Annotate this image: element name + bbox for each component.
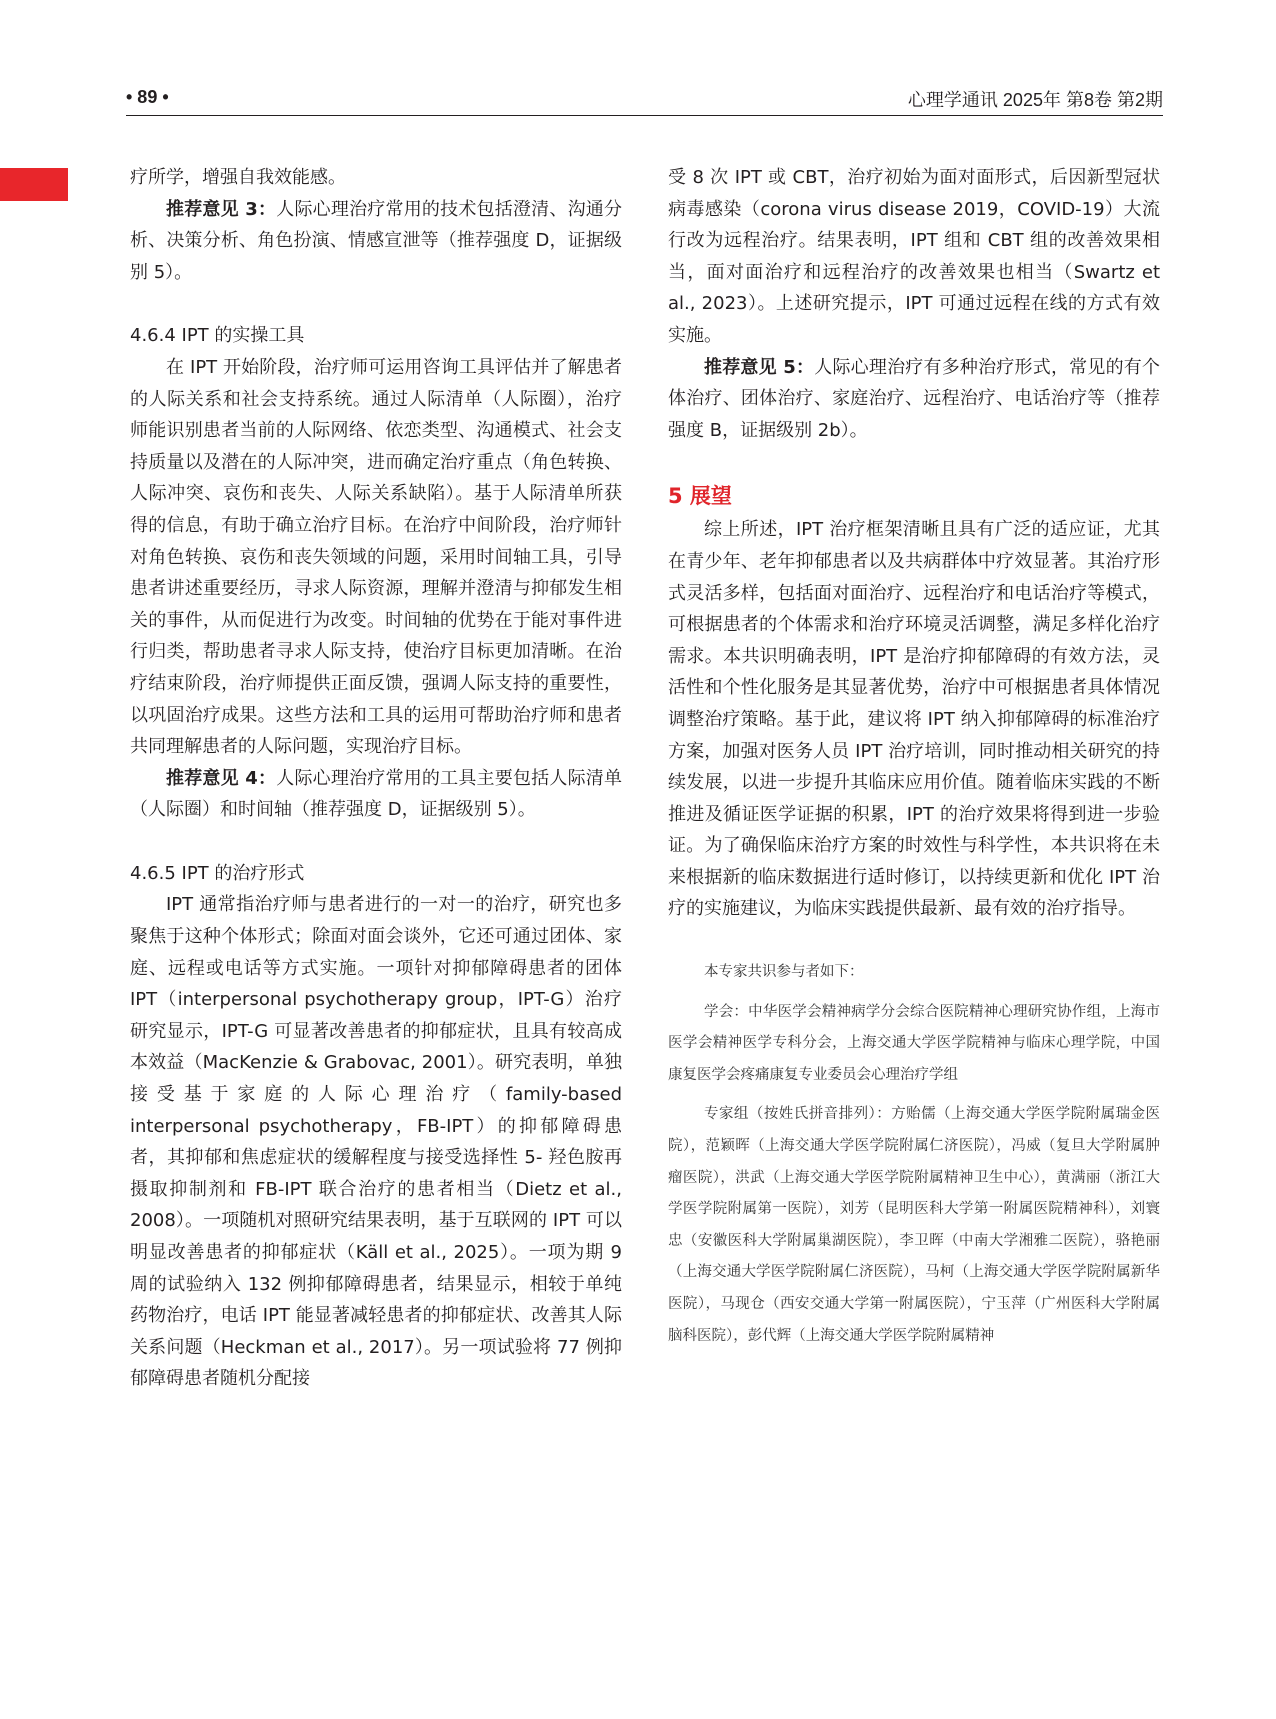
paragraph-4-6-5: IPT 通常指治疗师与患者进行的一对一的治疗，研究也多聚焦于这种个体形式；除面对面会谈外，它还可通过团体、家庭、远程或电话等方式实施。一项针对抑郁障碍患者的团体 IPT（interpersonal psychotherapy group，IPT-G）治疗研究显示，IPT-G 可显著改善患者的抑郁症状，且具有较高成本效益（MacKenzie & Grabovac, 2001）。研究表明，单独接受基于家庭的人际心理治疗（family-based interpersonal psychotherapy，FB-IPT）的抑郁障碍患者，其抑郁和焦虑症状的缓解程度与接受选择性 5- 羟色胺再摄取抑制剂和 FB-IPT 联合治疗的患者相当（Dietz et al., 2008）。一项随机对照研究结果表明，基于互联网的 IPT 可以明显改善患者的抑郁症状（Käll et al., 2025）。一项为期 9 周的试验纳入 132 例抑郁障碍患者，结果显示，相较于单纯药物治疗，电话 IPT 能显著减轻患者的抑郁症状、改善其人际关系问题（Heckman et al., 2017）。另一项试验将 77 例抑郁障碍患者随机分配接 [130, 894, 622, 1390]
participants-societies: 学会：中华医学会精神病学分会综合医院精神心理研究协作组，上海市医学会精神医学专科分会，上海交通大学医学院精神与临床心理学院，中国康复医学会疼痛康复专业委员会心理治疗学组 [668, 1003, 1160, 1083]
heading-section-5: 5 展望 [668, 484, 732, 509]
right-column [668, 162, 1160, 1352]
heading-4-6-4: 4.6.4 IPT 的实操工具 [130, 325, 305, 347]
paragraph-4-6-4: 在 IPT 开始阶段，治疗师可运用咨询工具评估并了解患者的人际关系和社会支持系统。通过人际清单（人际圈），治疗师能识别患者当前的人际网络、依恋类型、沟通模式、社会支持质量以及潜在的人际冲突，进而确定治疗重点（角色转换、人际冲突、哀伤和丧失、人际关系缺陷）。基于人际清单所获得的信息，有助于确立治疗目标。在治疗中间阶段，治疗师针对角色转换、哀伤和丧失领域的问题，采用时间轴工具，引导患者讲述重要经历，寻求人际资源，理解并澄清与抑郁发生相关的事件，从而促进行为改变。时间轴的优势在于能对事件进行归类，帮助患者寻求人际支持，使治疗目标更加清晰。在治疗结束阶段，治疗师提供正面反馈，强调人际支持的重要性，以巩固治疗成果。这些方法和工具的运用可帮助治疗师和患者共同理解患者的人际问题，实现治疗目标。 [130, 356, 622, 758]
page-number: • 89 • [126, 87, 169, 107]
recommendation-5-label: 推荐意见 5： [704, 356, 815, 378]
paragraph-continuation: 疗所学，增强自我效能感。 [130, 167, 346, 188]
section-marker-tab [0, 168, 68, 201]
heading-4-6-5: 4.6.5 IPT 的治疗形式 [130, 862, 305, 884]
participants-intro: 本专家共识参与者如下： [704, 964, 864, 981]
recommendation-3 [130, 194, 622, 289]
recommendation-3-label: 推荐意见 3： [166, 198, 277, 220]
recommendation-5-text: 人际心理治疗有多种治疗形式，常见的有个体治疗、团体治疗、家庭治疗、远程治疗、电话治疗等（推荐强度 B，证据级别 2b）。 [668, 356, 1160, 441]
paragraph-section-5: 综上所述，IPT 治疗框架清晰且具有广泛的适应证，尤其在青少年、老年抑郁患者以及共病群体中疗效显著。其治疗形式灵活多样，包括面对面治疗、远程治疗和电话治疗等模式，可根据患者的个体需求和治疗环境灵活调整，满足多样化治疗需求。本共识明确表明，IPT 是治疗抑郁障碍的有效方法，灵活性和个性化服务是其显著优势，治疗中可根据患者具体情况调整治疗策略。基于此，建议将 IPT 纳入抑郁障碍的标准治疗方案，加强对医务人员 IPT 治疗培训，同时推动相关研究的持续发展，以进一步提升其临床应用价值。随着临床实践的不断推进及循证医学证据的积累，IPT 的治疗效果将得到进一步验证。为了确保临床治疗方案的时效性与科学性，本共识将在未来根据新的临床数据进行适时修订，以持续更新和优化 IPT 治疗的实施建议，为临床实践提供最新、最有效的治疗指导。 [668, 519, 1160, 920]
header-rule [126, 115, 1163, 116]
recommendation-4-label: 推荐意见 4： [166, 767, 277, 789]
left-column [130, 162, 622, 1395]
participants-experts: 专家组（按姓氏拼音排列）：方贻儒（上海交通大学医学院附属瑞金医院），范颖晖（上海交通大学医学院附属仁济医院），冯威（复旦大学附属肿瘤医院），洪武（上海交通大学医学院附属精神卫生中心），黄满丽（浙江大学医学院附属第一医院），刘芳（昆明医科大学第一附属医院精神科），刘寰忠（安徽医科大学附属巢湖医院），李卫晖（中南大学湘雅二医院），骆艳丽（上海交通大学医学院附属仁济医院），马柯（上海交通大学医学院附属新华医院），马现仓（西安交通大学第一附属医院），宁玉萍（广州医科大学附属脑科医院），彭代辉（上海交通大学医学院附属精神 [668, 1106, 1160, 1344]
recommendation-4-text: 人际心理治疗常用的工具主要包括人际清单（人际圈）和时间轴（推荐强度 D，证据级别 5）。 [130, 767, 622, 821]
recommendation-4 [130, 763, 622, 826]
journal-title: 心理学通讯 2025年 第8卷 第2期 [907, 90, 1163, 110]
recommendation-5 [668, 352, 1160, 447]
recommendation-3-text: 人际心理治疗常用的技术包括澄清、沟通分析、决策分析、角色扮演、情感宣泄等（推荐强度 D，证据级别 5）。 [130, 198, 622, 283]
paragraph-continuation-right: 受 8 次 IPT 或 CBT，治疗初始为面对面形式，后因新型冠状病毒感染（corona virus disease 2019，COVID-19）大流行改为远程治疗。结果表明，IPT 组和 CBT 组的改善效果相当，面对面治疗和远程治疗的改善效果也相当（Swartz et al., 2023）。上述研究提示，IPT 可通过远程在线的方式有效实施。 [668, 167, 1160, 346]
